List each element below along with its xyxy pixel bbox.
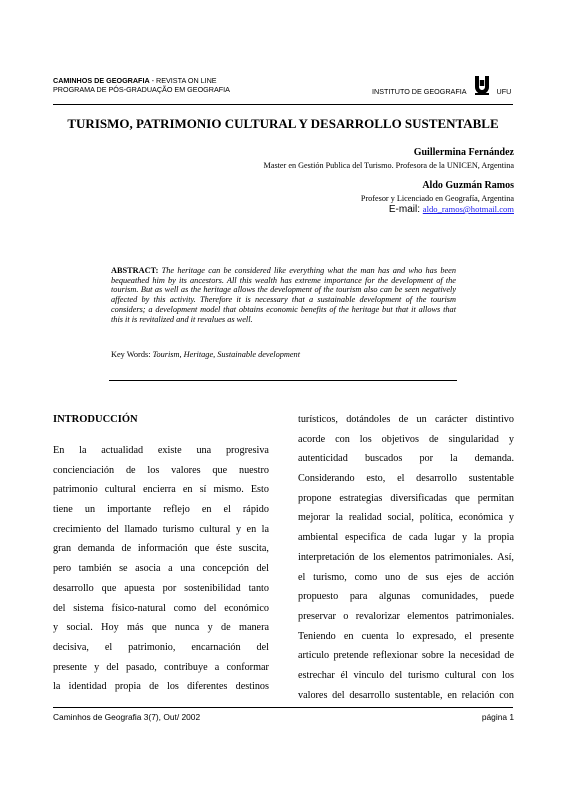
text-line: propone estrategias diversificadas que permitan (298, 492, 514, 504)
text-line: autenticidad buscados por la demanda. (298, 453, 514, 465)
keywords (111, 350, 300, 359)
text-line: decisiva, el patrimonio, encarnación del (53, 641, 269, 653)
email-link[interactable]: aldo_ramos@hotmail.com (422, 204, 514, 214)
text-line: el turismo, como uno de sus ejes de acción (298, 571, 514, 583)
text-line: Considerando esto, el desarrollo sustentable (298, 473, 514, 485)
text-line: estrechar él vinculo del turismo cultural con los (298, 669, 514, 681)
text-line: concienciación de los valores que nuestro (53, 464, 269, 476)
text-line: patrimonio cultural encierra en sí mismo. Esto (53, 484, 269, 496)
journal-header (53, 76, 230, 94)
right-column (298, 410, 514, 705)
text-line: turísticos, dotándoles de un carácter distintivo (298, 414, 514, 425)
program-name: PROGRAMA DE PÓS-GRADUAÇÃO EM GEOGRAFIA (53, 85, 230, 94)
text-line: acorde con los objetivos de singularidad y (298, 433, 514, 445)
text-line: y social. Hoy más que nunca y de manera (53, 622, 269, 634)
text-line: la identidad propia de los diferentes destinos (53, 681, 269, 693)
text-line: gran demanda de información que éste suscita, (53, 543, 269, 555)
university-name: UFU (496, 86, 512, 96)
text-line: crecimiento del llamado turismo cultural y en la (53, 523, 269, 535)
abstract (111, 266, 456, 324)
author-block (264, 147, 514, 170)
abstract-divider (109, 380, 457, 381)
text-line: En la actualidad existe una progresiva (53, 445, 269, 456)
author-affiliation: Profesor y Licenciado en Geografía, Argentina (360, 194, 514, 203)
text-line: del sistema físico-natural como del económico (53, 602, 269, 614)
author-affiliation: Master en Gestión Publica del Turismo. Profesora de la UNICEN, Argentina (263, 161, 514, 170)
left-column (53, 441, 269, 697)
footer-citation: Caminhos de Geografia 3(7), Out/ 2002 (53, 712, 201, 722)
author-email (389, 204, 514, 215)
paper-title: TURISMO, PATRIMONIO CULTURAL Y DESARROLLO SUSTENTABLE (67, 116, 499, 131)
journal-subtitle: - REVISTA ON LINE (149, 76, 217, 85)
text-line: propuesto para algunas comunidades, puede (298, 591, 514, 603)
section-heading: INTRODUCCIÓN (53, 414, 138, 425)
institute-name: INSTITUTO DE GEOGRAFIA (372, 86, 467, 96)
abstract-text: The heritage can be considered like everything what the man has and who has been bequeathed him by its ancestors. All this wealth has extreme importance for the development of the tourism. But as well as the heritage allows the development of the tourism also can be seen negatively affected by this activity. Therefore it is necessary that a sustainable development of the tourism considers; a development model that obtains economic benefits of the heritage but that it allows that this it is revitalized and it revalues as well. (111, 266, 456, 324)
page-number: página 1 (481, 712, 514, 722)
text-line: mejorar la realidad social, política, económica y (298, 512, 514, 524)
email-label: E-mail: (388, 204, 423, 215)
header-divider (53, 104, 513, 105)
text-line: preservar o revalorizar elementos patrimoniales. (298, 610, 514, 622)
author-block (361, 180, 514, 203)
text-line: desarrollo que apuesta por sostenibilidad tanto (53, 582, 269, 594)
footer-divider (53, 707, 513, 708)
text-line: articulo pretende reflexionar sobre la necesidad de (298, 650, 514, 662)
author-name: Guillermina Fernández (413, 147, 514, 158)
author-name: Aldo Guzmán Ramos (422, 180, 514, 191)
keywords-label: Key Words: (111, 350, 153, 359)
keywords-text: Tourism, Heritage, Sustainable development (152, 350, 301, 359)
journal-name: CAMINHOS DE GEOGRAFIA (53, 76, 150, 85)
text-line: pero también se asocia a una concepción del (53, 563, 269, 575)
ufu-logo-icon (473, 74, 491, 96)
text-line: Teniendo en cuenta lo expresado, el presente (298, 630, 514, 642)
institute-header (372, 86, 511, 96)
text-line: interpretación de los elementos patrimoniales. Así, (298, 551, 514, 563)
abstract-label: ABSTRACT: (111, 266, 159, 275)
text-line: tiene un importante reflejo en el rápido (53, 504, 269, 516)
text-line: valores del desarrollo sustentable, en relación con (298, 689, 514, 701)
text-line: ambiental especifica de cada lugar y la propia (298, 532, 514, 544)
text-line: presente y del pasado, contribuye a conformar (53, 661, 269, 673)
